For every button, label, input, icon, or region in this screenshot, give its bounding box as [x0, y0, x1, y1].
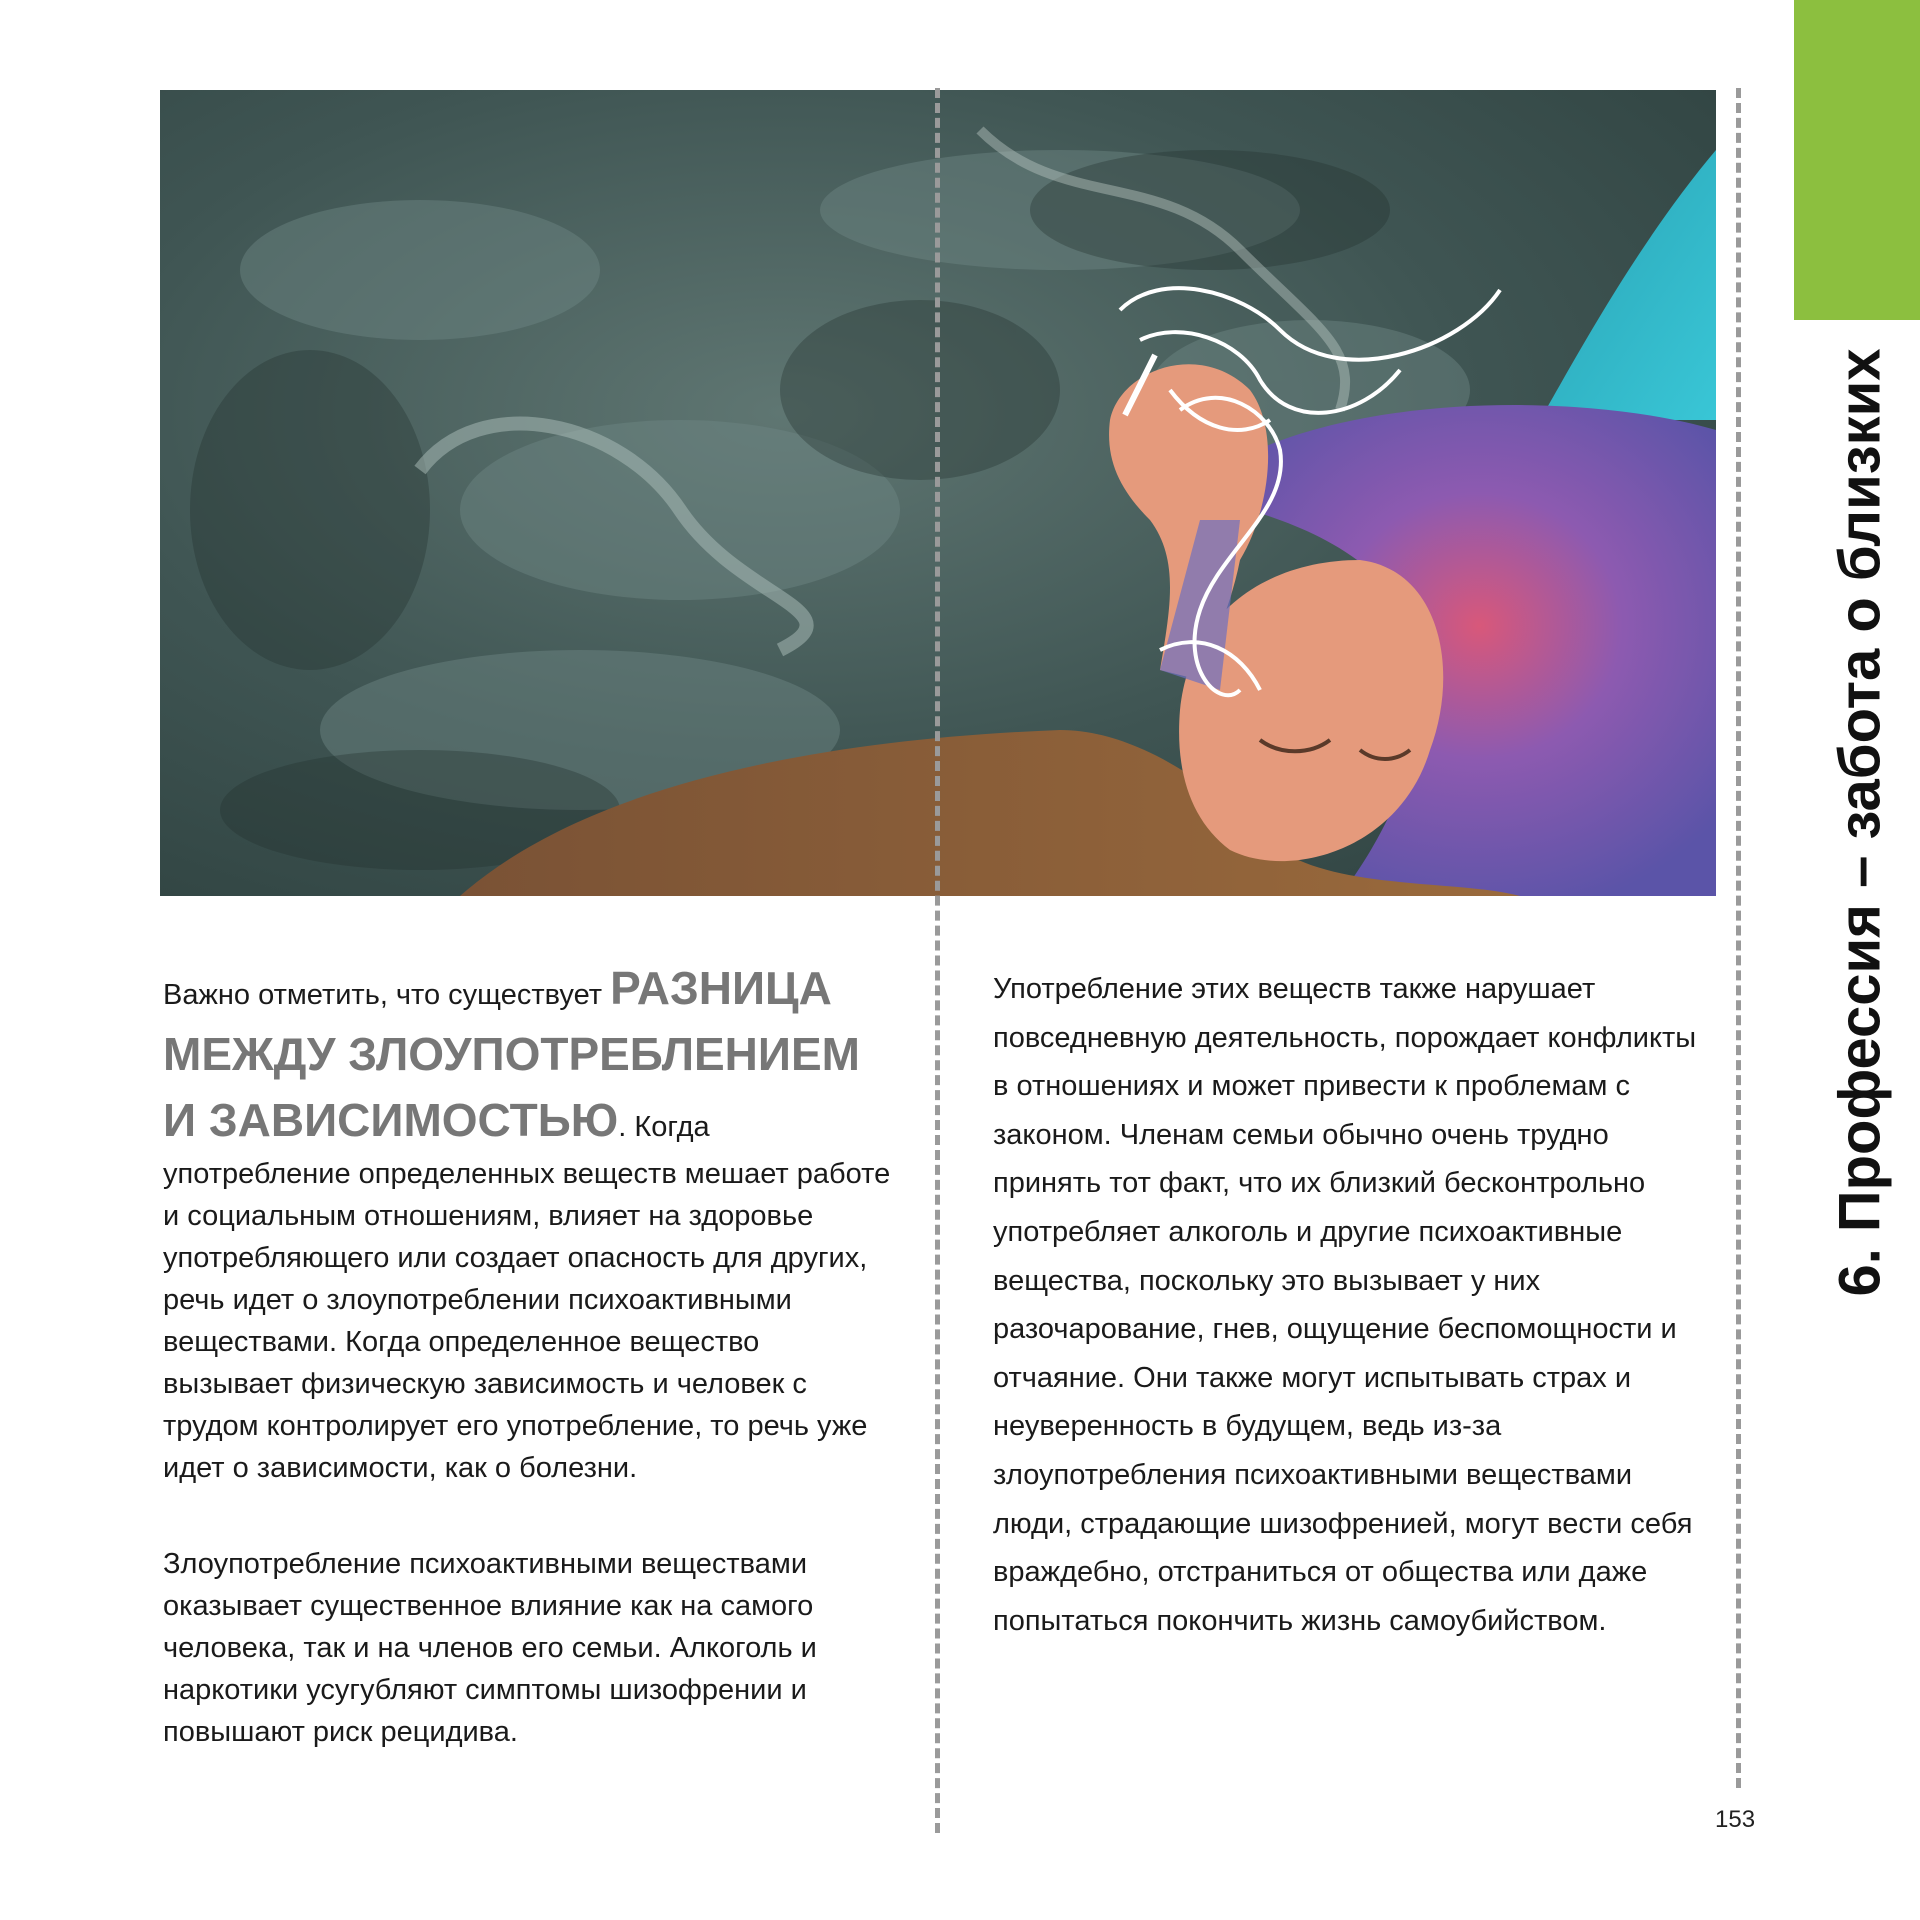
left-column — [163, 955, 893, 1753]
left-paragraph-1 — [163, 955, 893, 1489]
highlight-heading: РАЗНИЦА МЕЖДУ ЗЛОУПОТРЕБЛЕНИЕМ И ЗАВИСИМОСТЬЮ — [163, 962, 860, 1146]
chapter-color-tab — [1794, 0, 1920, 320]
margin-divider — [1736, 88, 1741, 1788]
left-paragraph-2: Злоупотребление психоактивными веществами оказывает существенное влияние как на самого человека, так и на членов его семьи. Алкоголь и наркотики усугубляют симптомы шизофрении и повышают риск рецидива. — [163, 1548, 817, 1748]
left-paragraph-1-rest: . Когда употребление определенных веществ мешает работе и социальным отношениям, влияет на здоровье употребляющего или создает опасность для других, речь идет о злоупотреблении психоактивными веществами. Когда определенное вещество вызывает физическую зависимость и человек с трудом контролирует его употребление, то речь уже идет о зависимости, как о болезни. — [163, 1111, 891, 1484]
chapter-title — [1810, 347, 1910, 1297]
chapter-title-text: 6. Профессия – забота о близких — [1827, 347, 1893, 1297]
column-divider — [935, 88, 940, 1833]
right-column — [993, 965, 1718, 1645]
right-paragraph: Употребление этих веществ также нарушает повседневную деятельность, порождает конфликты в отношениях и может привести к проблемам с законом. Членам семьи обычно очень трудно принять тот факт, что их близкий бесконтрольно употребляет алкоголь и другие психоактивные вещества, поскольку это вызывает у них разочарование, гнев, ощущение беспомощности и отчаяние. Они также могут испытывать страх и неуверенность в будущем, ведь из-за злоупотребления психоактивными веществами люди, страдающие шизофренией, могут вести себя враждебно, отстраниться от общества или даже попытаться покончить жизнь самоубийством. — [993, 973, 1697, 1637]
page-number: 153 — [1715, 1806, 1756, 1833]
intro-text: Важно отметить, что существует — [163, 979, 611, 1011]
